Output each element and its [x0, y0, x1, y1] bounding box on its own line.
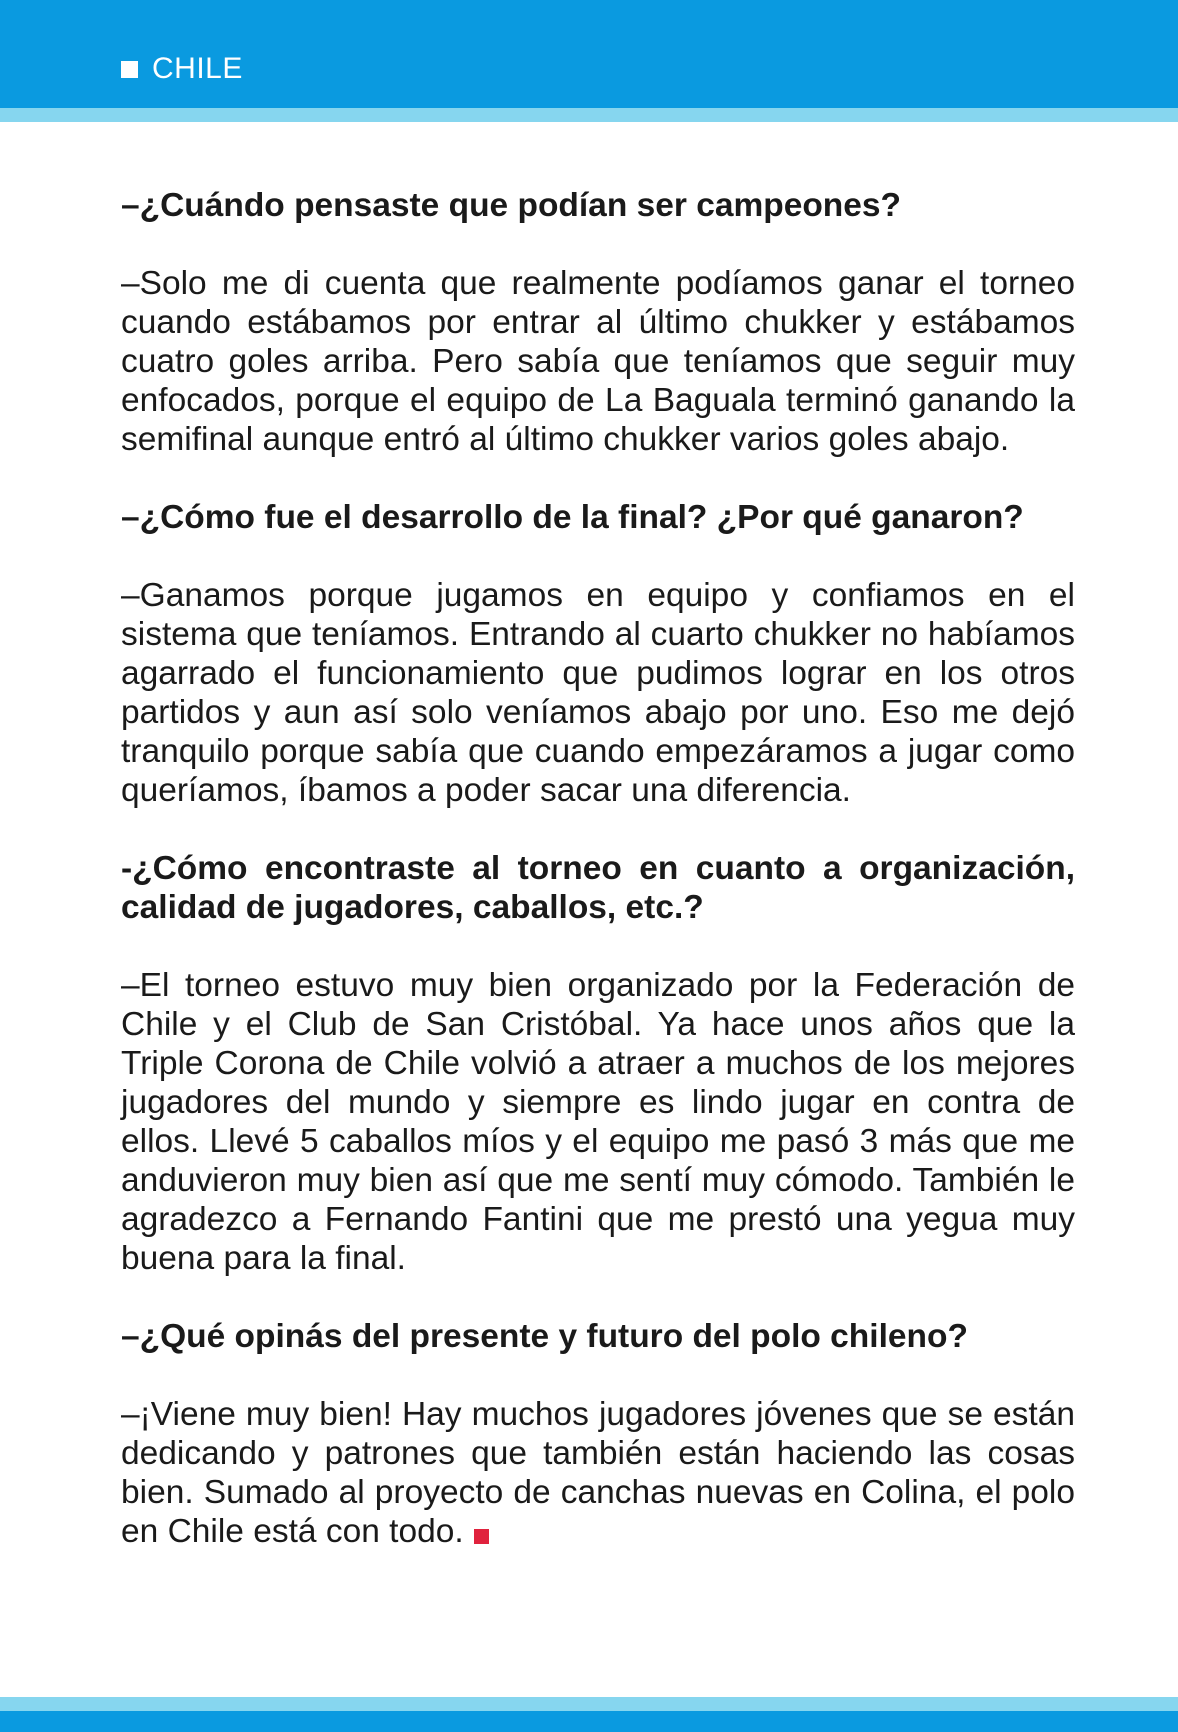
question-4: –¿Qué opinás del presente y futuro del polo chileno? [121, 1318, 968, 1355]
section-square-icon [121, 61, 138, 78]
question-3: -¿Cómo encontraste al torneo en cuanto a organización, calidad de jugadores, caballos, etc.? [121, 850, 1075, 926]
footer-stripe [0, 1697, 1178, 1711]
interview-body [121, 186, 1075, 1590]
question-1: –¿Cuándo pensaste que podían ser campeones? [121, 187, 901, 224]
answer-3: –El torneo estuvo muy bien organizado por la Federación de Chile y el Club de San Cristóbal. Ya hace unos años que la Triple Corona de Chile volvió a atraer a muchos de los mejores jugadores del mundo y siempre es lindo jugar en contra de ellos. Llevé 5 caballos míos y el equipo me pasó 3 más que me anduvieron muy bien así que me sentí muy cómodo. También le agradezco a Fernando Fantini que me prestó una yegua muy buena para la final. [121, 967, 1075, 1277]
header-stripe [0, 108, 1178, 122]
answer-4-text: –¡Viene muy bien! Hay muchos jugadores jóvenes que se están dedicando y patrones que también están haciendo las cosas bien. Sumado al proyecto de canchas nuevas en Colina, el polo en Chile está con todo. [121, 1396, 1075, 1550]
answer-2: –Ganamos porque jugamos en equipo y confiamos en el sistema que teníamos. Entrando al cuarto chukker no habíamos agarrado el funcionamiento que pudimos lograr en los otros partidos y aun así solo veníamos abajo por uno. Eso me dejó tranquilo porque sabía que cuando empezáramos a jugar como queríamos, íbamos a poder sacar una diferencia. [121, 577, 1075, 809]
answer-1: –Solo me di cuenta que realmente podíamos ganar el torneo cuando estábamos por entrar al último chukker y estábamos cuatro goles arriba. Pero sabía que teníamos que seguir muy enfocados, porque el equipo de La Baguala terminó ganando la semifinal aunque entró al último chukker varios goles abajo. [121, 265, 1075, 458]
footer-bar [0, 1711, 1178, 1732]
answer-4 [121, 1395, 1075, 1551]
question-2: –¿Cómo fue el desarrollo de la final? ¿Por qué ganaron? [121, 499, 1024, 536]
section-label-text: CHILE [152, 52, 243, 85]
section-label [121, 52, 243, 86]
end-mark-icon [474, 1529, 489, 1544]
